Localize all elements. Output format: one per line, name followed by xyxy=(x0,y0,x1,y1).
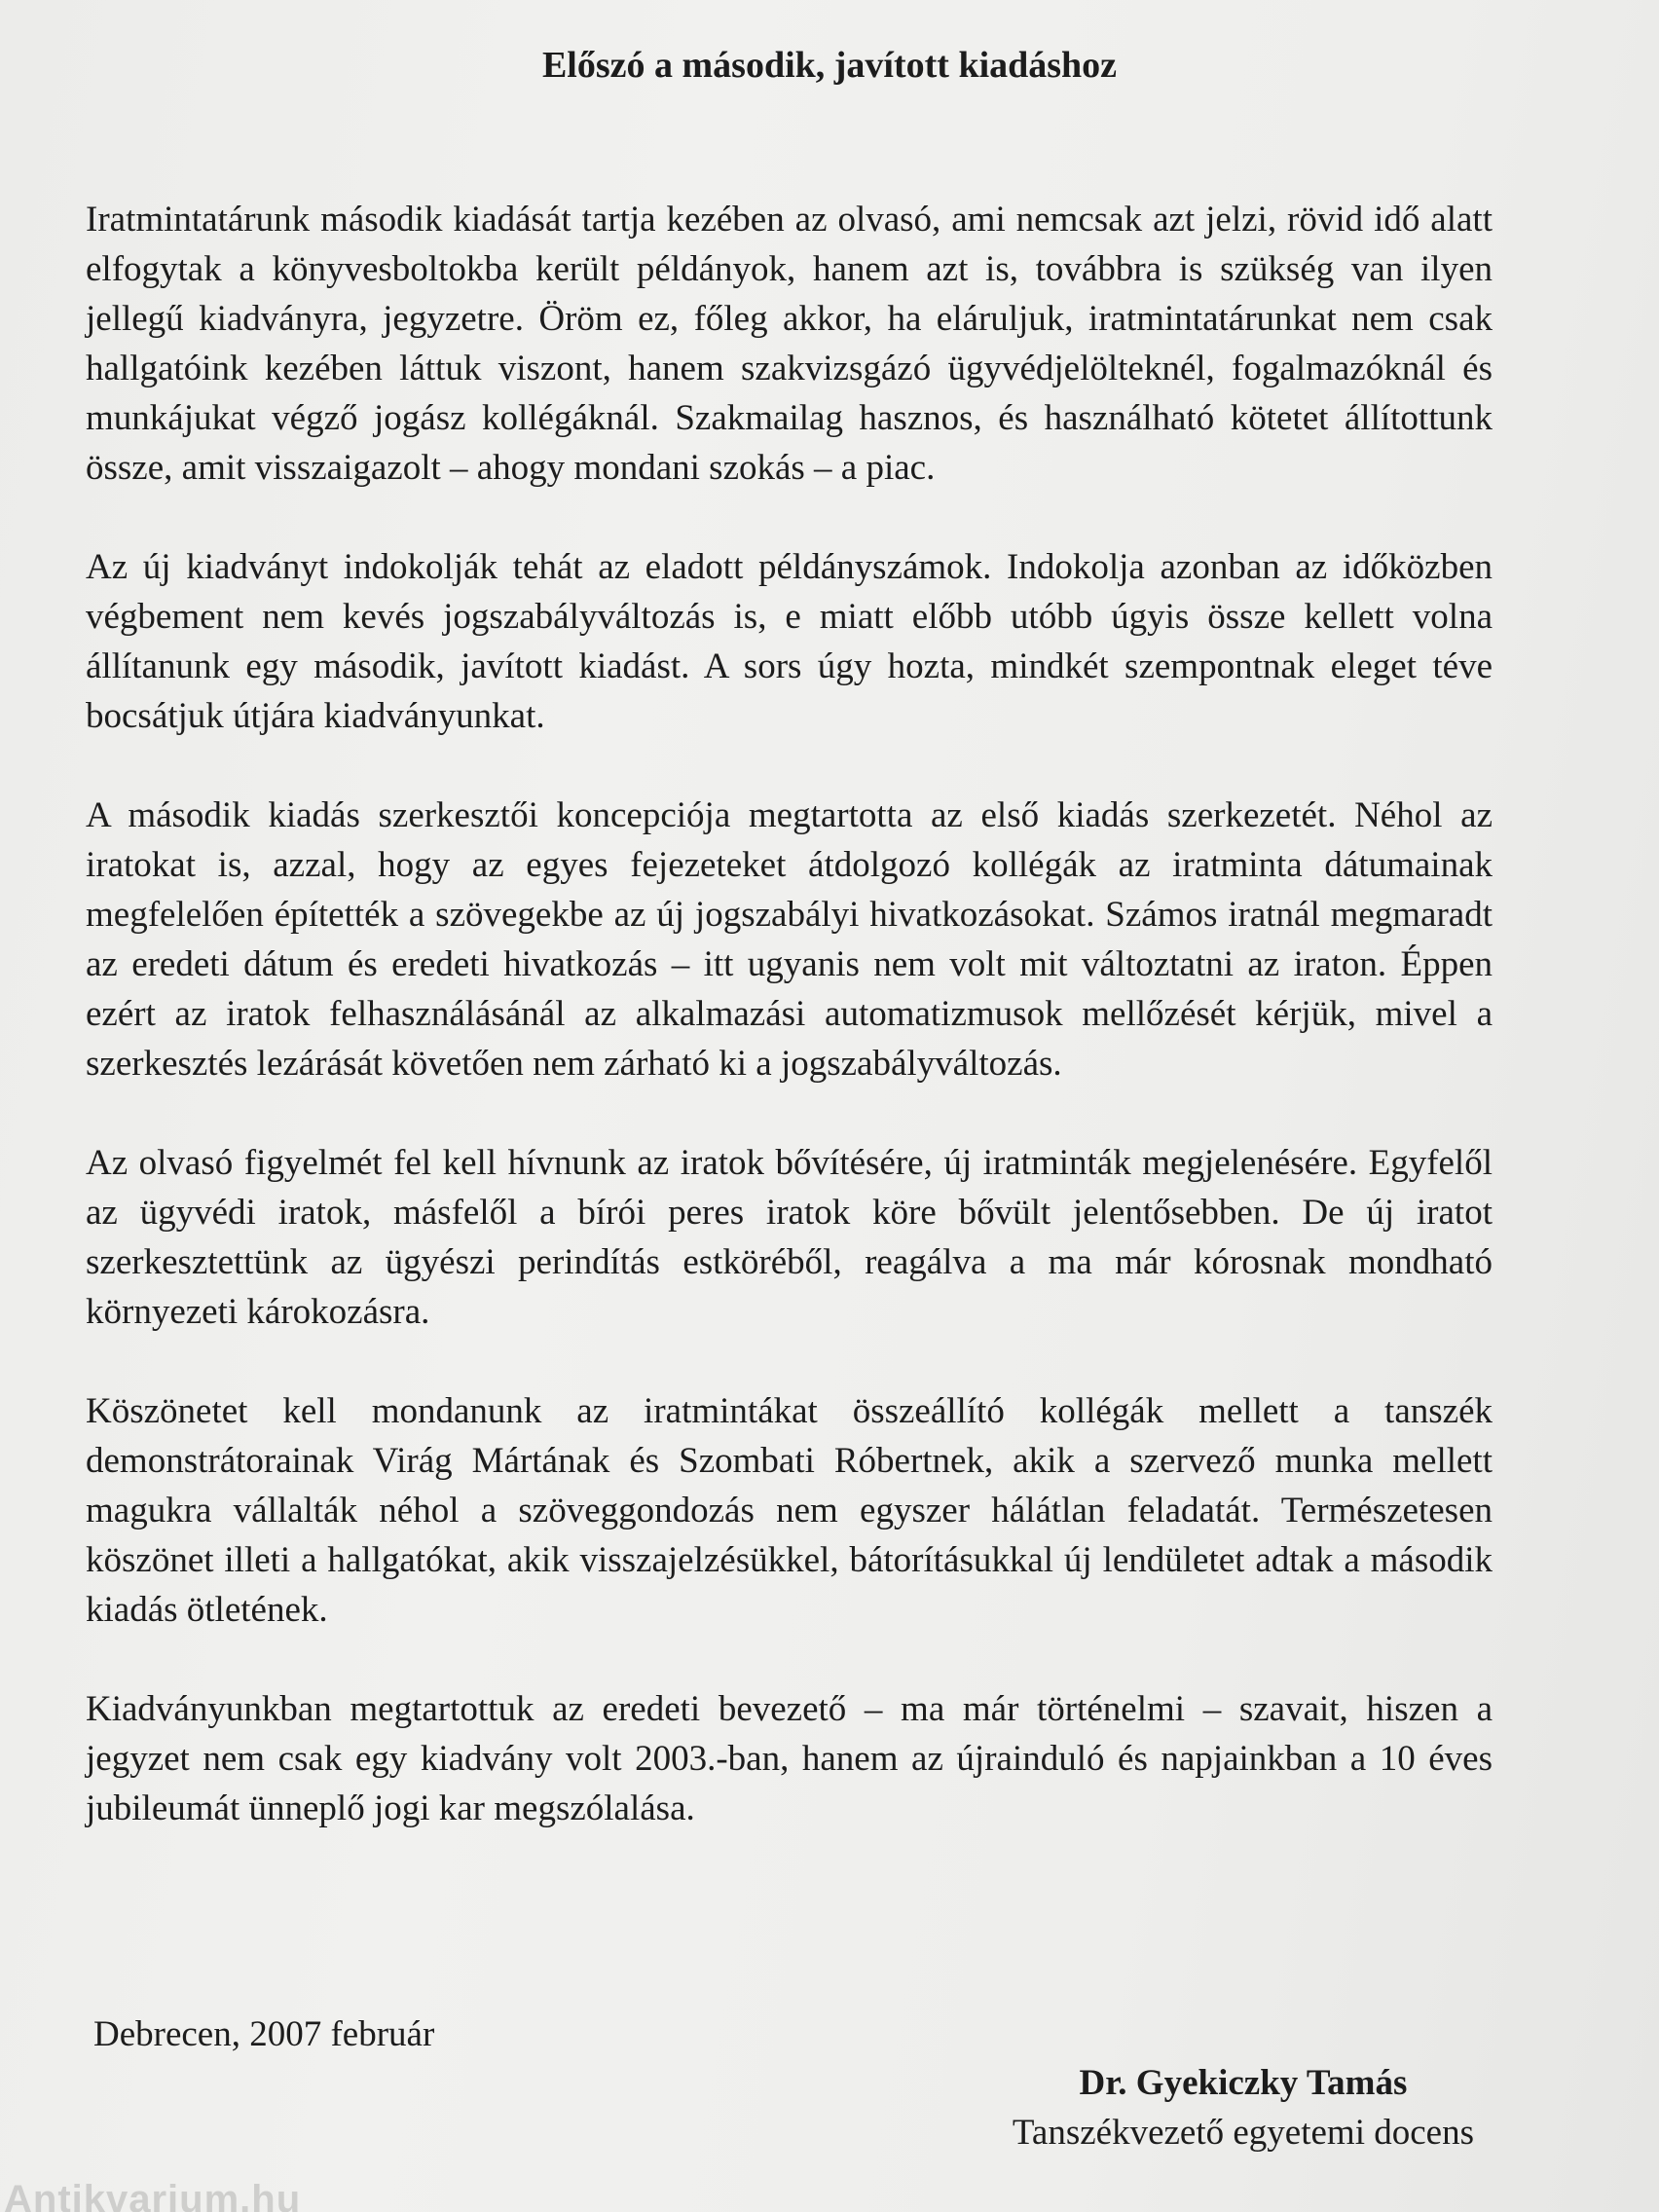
paragraph-3: A második kiadás szerkesztői koncepciója megtartotta az első kiadás szerkezetét. Néhol az iratokat is, azzal, hogy az egyes fejezeteket átdolgozó kollégák az iratminta dátumainak megfelelően építették a szövegekbe az új jogszabályi hivatkozásokat. Számos iratnál megmaradt az eredeti dátum és eredeti hivatkozás – itt ugyanis nem volt mit változtatni az iraton. Éppen ezért az iratok felhasználásánál az alkalmazási automatizmusok mellőzését kérjük, mivel a szerkesztés lezárását követően nem zárható ki a jogszabályváltozás. xyxy=(86,795,1493,1084)
page-title: Előszó a második, javított kiadáshoz xyxy=(541,45,1118,86)
paragraph-4: Az olvasó figyelmét fel kell hívnunk az iratok bővítésére, új iratminták megjelenésére. Egyfelől az ügyvédi iratok, másfelől a bírói peres iratok köre bővült jelentősebben. De új iratot szerkesztettünk az ügyészi perindítás estköréből, reagálva a ma már kórosnak mondható környezeti károkozásra. xyxy=(86,1143,1493,1332)
watermark: Antikvarium.hu xyxy=(4,2178,302,2212)
paragraph-1: Iratmintatárunk második kiadását tartja kezében az olvasó, ami nemcsak azt jelzi, rövid idő alatt elfogytak a könyvesboltokba került példányok, hanem azt is, továbbra is szükség van ilyen jellegű kiadványra, jegyzetre. Öröm ez, főleg akkor, ha eláruljuk, iratmintatárunkat nem csak hallgatóink kezében láttuk viszont, hanem szakvizsgázó ügyvédjelölteknél, fogalmazóknál és munkájukat végző jogász kollégáknál. Szakmailag hasznos, és használható kötetet állítottunk össze, amit visszaigazolt – ahogy mondani szokás – a piac. xyxy=(86,200,1493,488)
paragraph-5: Köszönetet kell mondanunk az iratmintákat összeállító kollégák mellett a tanszék demonstrátorainak Virág Mártának és Szombati Róbertnek, akik a szervező munka mellett magukra vállalták néhol a szöveggondozás nem egyszer hálátlan feladatát. Természetesen köszönet illeti a hallgatókat, akik visszajelzésükkel, bátorításukkal új lendületet adtak a második kiadás ötletének. xyxy=(86,1391,1493,1630)
body-text xyxy=(86,195,1493,1883)
paragraph-2: Az új kiadványt indokolják tehát az eladott példányszámok. Indokolja azonban az időközben végbement nem kevés jogszabályváltozás is, e miatt előbb utóbb úgyis össze kellett volna állítanunk egy második, javított kiadást. A sors úgy hozta, mindkét szempontnak eleget téve bocsátjuk útjára kiadványunkat. xyxy=(86,547,1493,736)
paragraph-6: Kiadványunkban megtartottuk az eredeti bevezető – ma már történelmi – szavait, hiszen a jegyzet nem csak egy kiadvány volt 2003.-ban, hanem az újrainduló és napjainkban a 10 éves jubileumát ünneplő jogi kar megszólalása. xyxy=(86,1689,1493,1828)
author-position: Tanszékvezető egyetemi docens xyxy=(1012,2113,1474,2153)
place-and-date: Debrecen, 2007 február xyxy=(93,2014,435,2054)
author-name: Dr. Gyekiczky Tamás xyxy=(1079,2063,1408,2103)
signature-block xyxy=(1013,2058,1474,2157)
